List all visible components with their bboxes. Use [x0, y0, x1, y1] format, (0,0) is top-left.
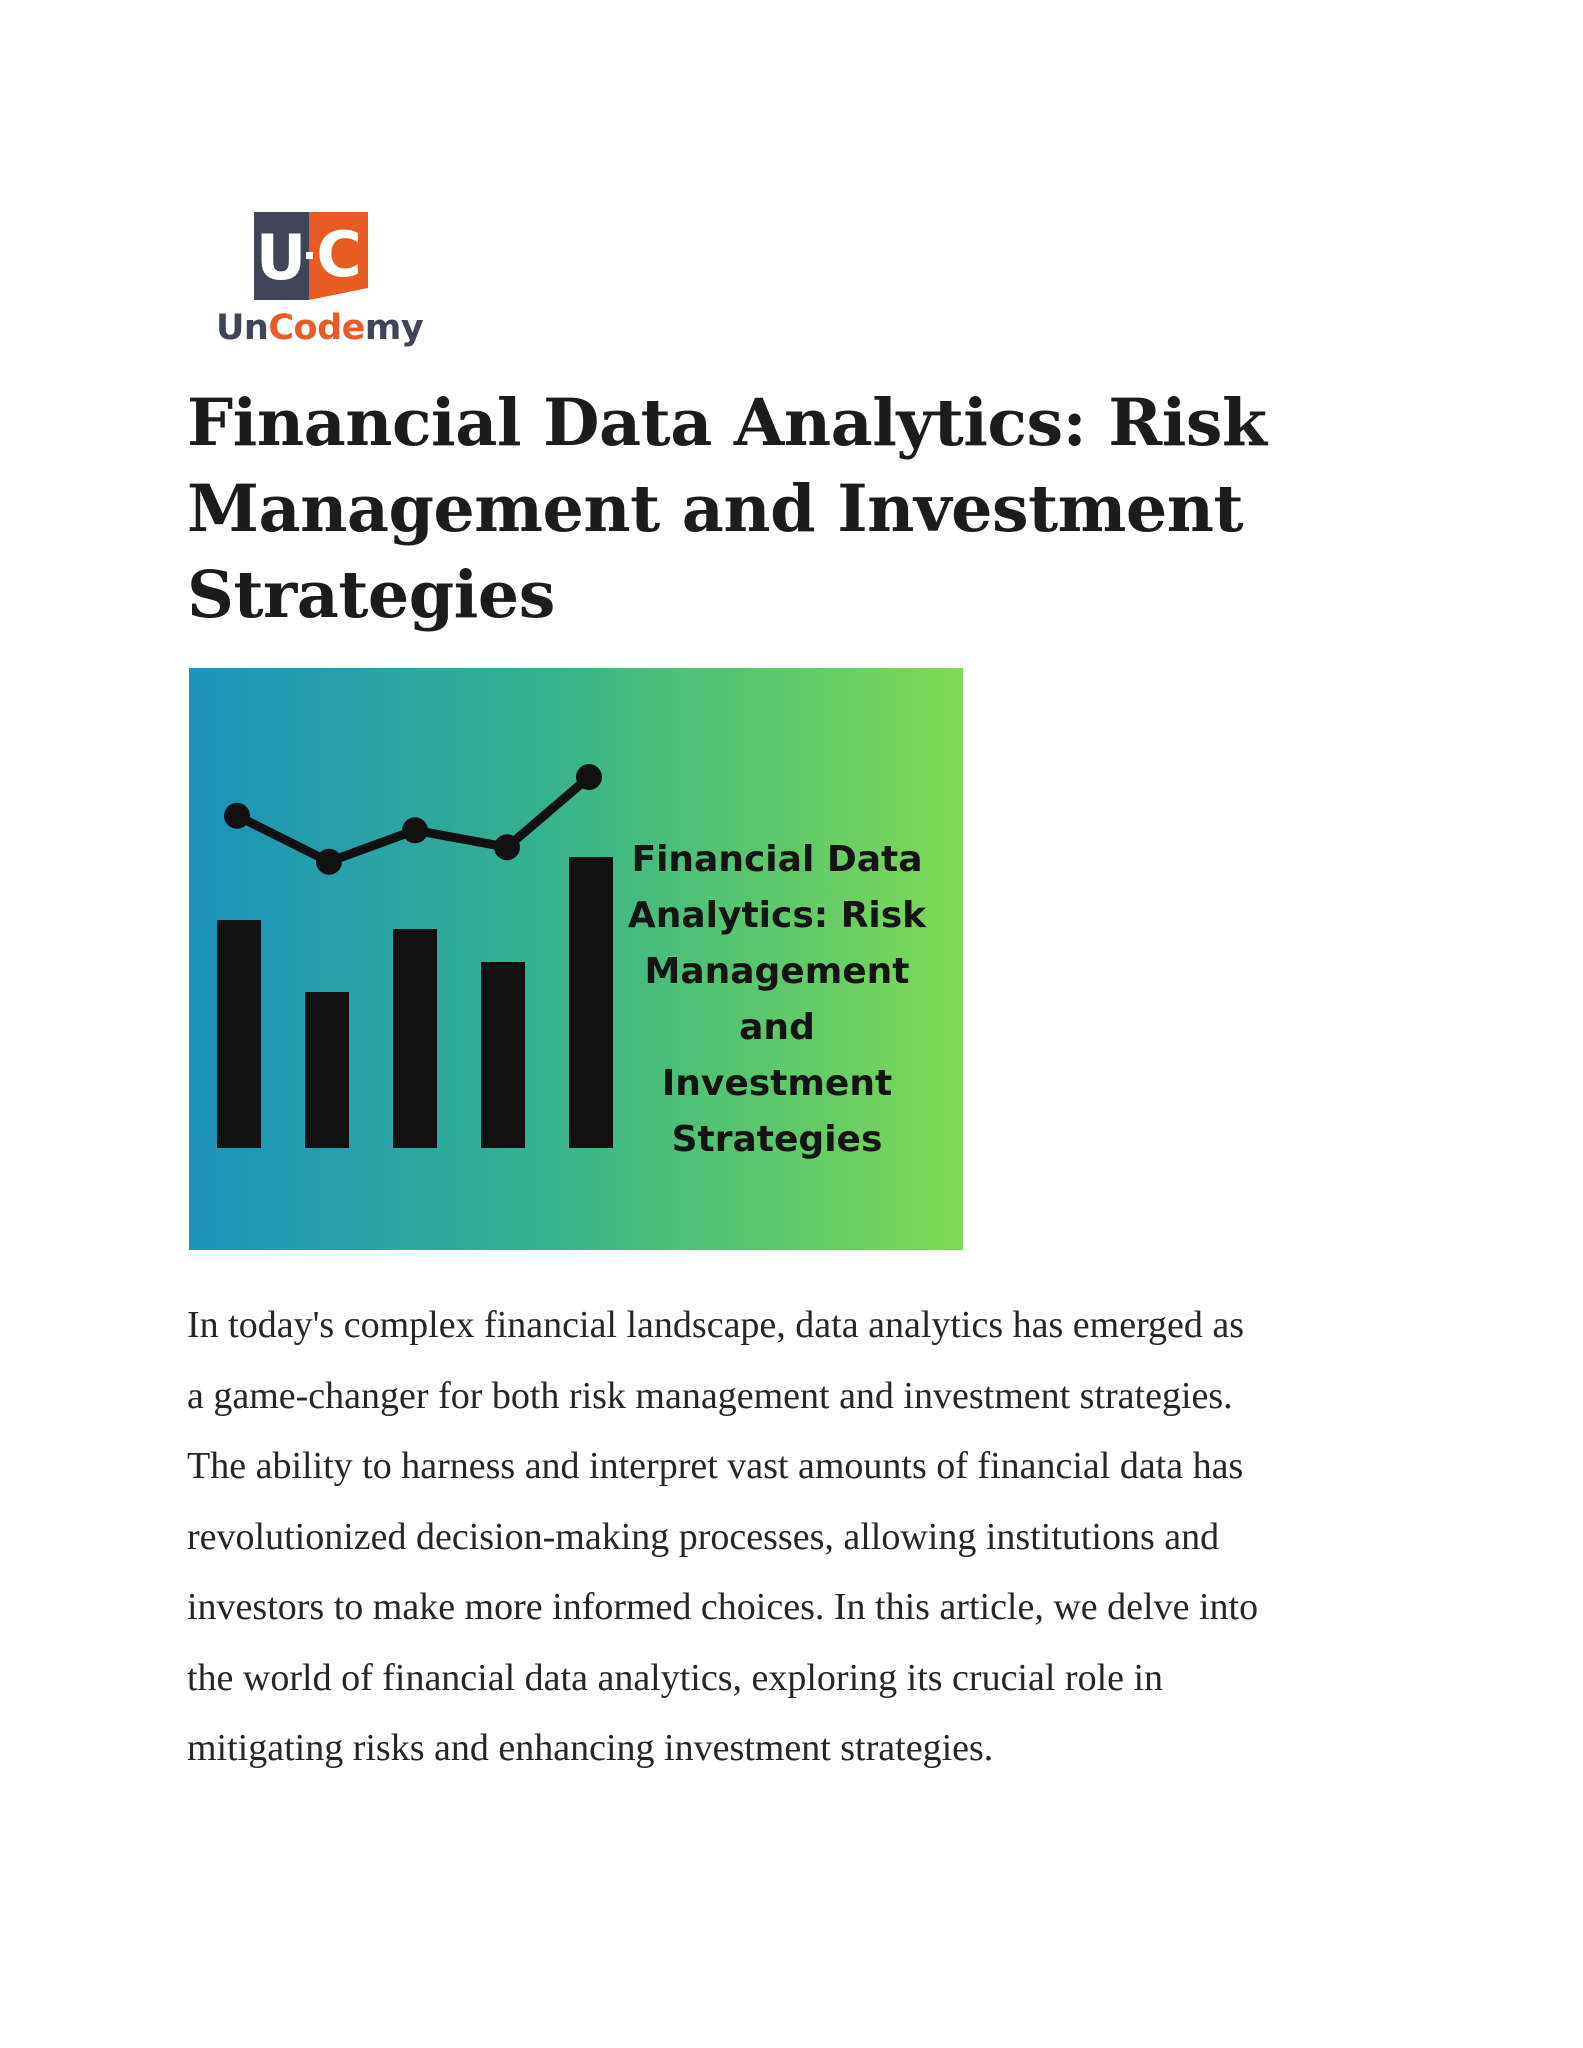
- banner-trend-point: [224, 803, 250, 829]
- logo-word-un: Un: [216, 308, 269, 348]
- paragraph-line-4: revolutionized decision-making processes, allowing institutions and: [187, 1515, 1220, 1558]
- uncodemy-logo: [216, 212, 424, 362]
- title-line-2: Management and Investment: [187, 471, 1244, 547]
- logo-word-my: my: [364, 308, 424, 348]
- paragraph-line-3: The ability to harness and interpret vast amounts of financial data has: [187, 1445, 1244, 1487]
- paragraph-line-2: a game-changer for both risk management and investment strategies.: [187, 1374, 1233, 1417]
- banner-trend-point: [402, 817, 428, 843]
- logo-wordmark: [216, 308, 423, 348]
- paragraph-line-7: mitigating risks and enhancing investment strategies.: [187, 1727, 994, 1769]
- uc-logo-mark-icon: [254, 212, 368, 300]
- banner-caption: [617, 832, 937, 1168]
- banner-caption-line-4: and: [739, 1007, 815, 1048]
- banner-trend-point: [576, 764, 602, 790]
- logo-word-code: Code: [268, 308, 365, 348]
- logo-mark-letter-c: C: [316, 218, 362, 291]
- banner-bar: [569, 857, 613, 1148]
- banner-bar: [481, 962, 525, 1148]
- banner-trend-point: [494, 834, 520, 860]
- banner-caption-line-6: Strategies: [671, 1119, 883, 1160]
- banner-caption-line-3: Management: [644, 951, 910, 992]
- article-banner-image: [189, 668, 963, 1250]
- banner-caption-line-1: Financial Data: [631, 839, 923, 880]
- paragraph-line-1: In today's complex financial landscape, data analytics has emerged as: [187, 1304, 1245, 1346]
- intro-paragraph: [187, 1290, 1387, 1784]
- title-line-1: Financial Data Analytics: Risk: [187, 385, 1267, 461]
- banner-bar: [393, 929, 437, 1148]
- banner-bar: [305, 992, 349, 1148]
- logo-mark-letter-u: U: [255, 221, 307, 294]
- title-line-3: Strategies: [187, 557, 555, 633]
- banner-trend-point: [316, 849, 342, 875]
- paragraph-line-5: investors to make more informed choices. In this article, we delve into: [187, 1586, 1259, 1628]
- banner-caption-line-5: Investment: [661, 1063, 893, 1104]
- article-title: [187, 380, 1367, 638]
- paragraph-line-6: the world of financial data analytics, exploring its crucial role in: [187, 1656, 1164, 1699]
- banner-bar: [217, 920, 261, 1148]
- banner-caption-line-2: Analytics: Risk: [627, 895, 927, 936]
